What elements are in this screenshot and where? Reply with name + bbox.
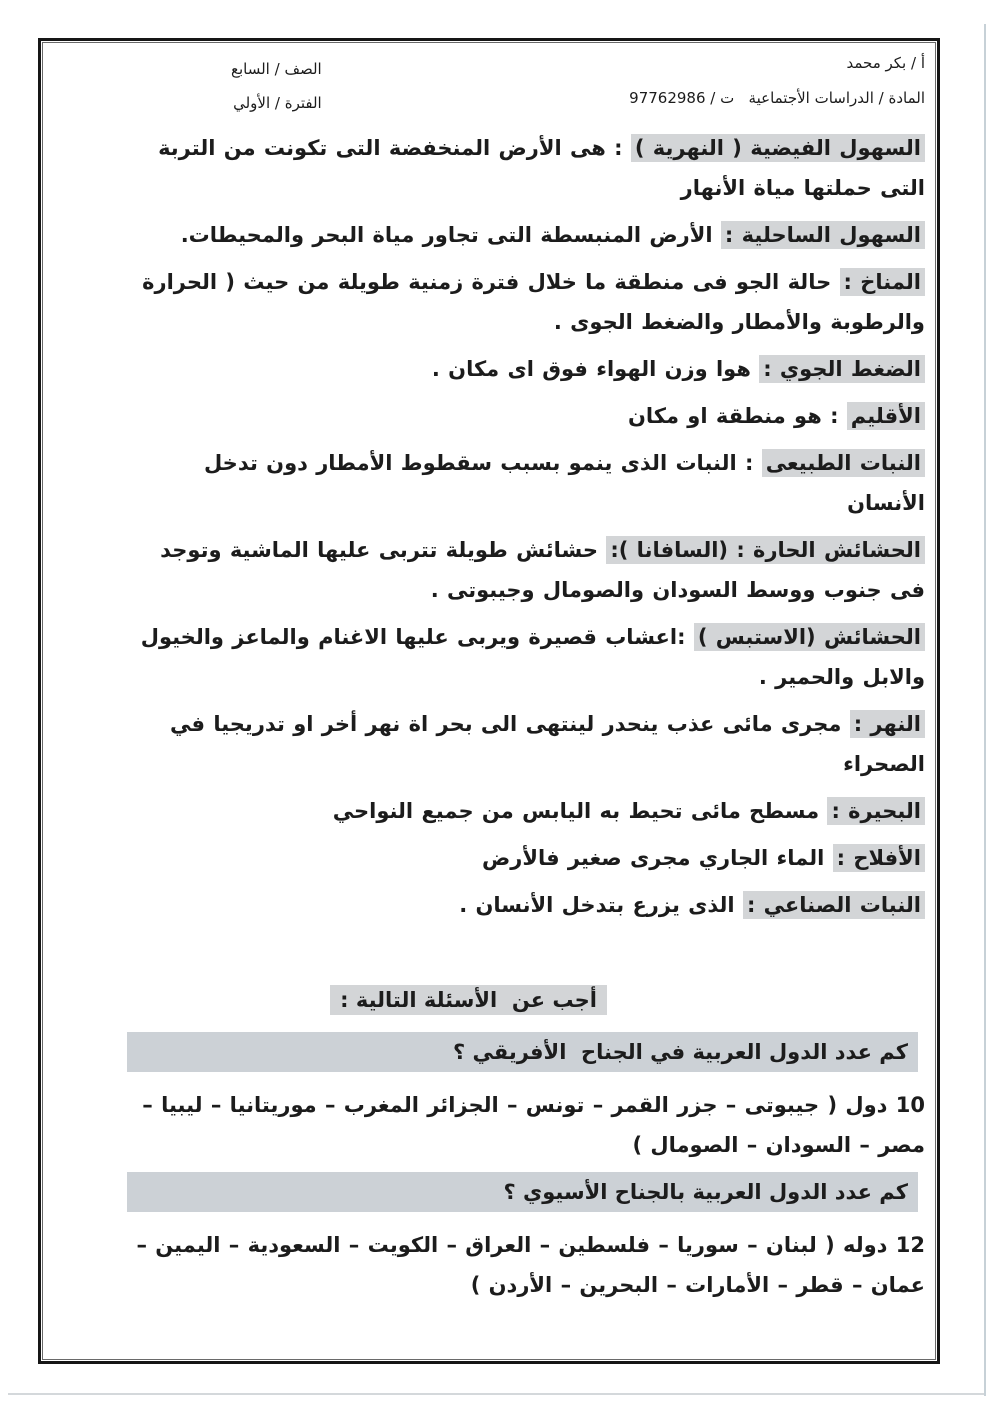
period-line: الفترة / الأولي xyxy=(233,94,322,112)
definition-term: النبات الطبيعى xyxy=(762,449,925,477)
page-frame xyxy=(38,38,940,1364)
definition-item xyxy=(136,704,925,784)
document-header xyxy=(136,54,925,128)
definition-text: مجرى مائى عذب ينحدر لينتهى الى بحر اة نهر أخر او تدريجيا في الصحراء xyxy=(170,712,925,776)
definition-term: الحشائش (الاستبس ) xyxy=(694,623,925,651)
definition-item xyxy=(136,885,925,925)
definition-term: البحيرة : xyxy=(827,797,925,825)
subject-line: المادة / الدراسات الأجتماعية ت / 97762986 xyxy=(629,89,925,107)
answer-text: 10 دول ( جيبوتى – جزر القمر – تونس – الجزائر المغرب – موريتانيا – ليبيا – مصر – السودان – الصومال ) xyxy=(142,1093,925,1157)
definition-item xyxy=(136,791,925,831)
definition-text: : هو منطقة او مكان xyxy=(627,404,839,428)
scan-edge-right xyxy=(984,24,986,1396)
definition-item xyxy=(136,128,925,208)
definition-text: مسطح مائى تحيط به اليابس من جميع النواحي xyxy=(332,799,820,823)
definition-term: الأقليم xyxy=(847,402,925,430)
definition-term: الحشائش الحارة : (السافانا ): xyxy=(606,536,925,564)
definition-item xyxy=(136,617,925,697)
definition-text: :اعشاب قصيرة ويربى عليها الاغنام والماعز والخيول والابل والحمير . xyxy=(140,625,925,689)
definition-text: الذى يزرع بتدخل الأنسان . xyxy=(459,893,735,917)
definitions-list xyxy=(136,128,925,925)
definition-item xyxy=(136,396,925,436)
definition-item xyxy=(136,530,925,610)
definition-item xyxy=(136,215,925,255)
section-heading-text: أجب عن الأسئلة التالية : xyxy=(330,985,607,1015)
definition-item xyxy=(136,262,925,342)
definition-text: حشائش طويلة تتربى عليها الماشية وتوجد فى جنوب ووسط السودان والصومال وجيبوتى . xyxy=(160,538,925,602)
definition-text: حالة الجو فى منطقة ما خلال فترة زمنية طويلة من حيث ( الحرارة والرطوبة والأمطار والضغط الجوى . xyxy=(142,270,925,334)
definition-item xyxy=(136,443,925,523)
question-bar: كم عدد الدول العربية بالجناح الأسيوي ؟ xyxy=(127,1172,918,1212)
grade-line: الصف / السابع xyxy=(231,60,322,78)
definition-term: النبات الصناعي : xyxy=(743,891,925,919)
definition-term: المناخ : xyxy=(840,268,925,296)
definition-term: النهر : xyxy=(850,710,925,738)
definition-text: هوا وزن الهواء فوق اى مكان . xyxy=(431,357,751,381)
teacher-name: أ / بكر محمد xyxy=(846,54,925,72)
definition-text: : النبات الذى ينمو بسبب سقطوط الأمطار دون تدخل الأنسان xyxy=(203,451,925,515)
section-heading xyxy=(136,982,607,1018)
document-content xyxy=(41,41,937,1361)
definition-item xyxy=(136,349,925,389)
header-side xyxy=(231,57,322,112)
definition-text: الماء الجاري مجرى صغير فالأرض xyxy=(482,846,825,870)
definition-text: : هى الأرض المنخفضة التى تكونت من التربة التى حملتها مياة الأنهار xyxy=(158,136,925,200)
definition-term: الأفلاح : xyxy=(833,844,925,872)
scan-edge-bottom xyxy=(8,1393,984,1395)
questions-section xyxy=(136,1032,925,1305)
definition-item xyxy=(136,838,925,878)
definition-term: الضغط الجوي : xyxy=(759,355,925,383)
definition-term: السهول الساحلية : xyxy=(721,221,925,249)
definition-text: الأرض المنبسطة التى تجاور مياة البحر والمحيطات. xyxy=(180,223,713,247)
answer-text: 12 دوله ( لبنان – سوريا – فلسطين – العراق – الكويت – السعودية – اليمين – عمان – قطر – الأمارات – البحرين – الأردن ) xyxy=(136,1233,925,1297)
question-bar: كم عدد الدول العربية في الجناح الأفريقي ؟ xyxy=(127,1032,918,1072)
definition-term: السهول الفيضية ( النهرية ) xyxy=(631,134,925,162)
